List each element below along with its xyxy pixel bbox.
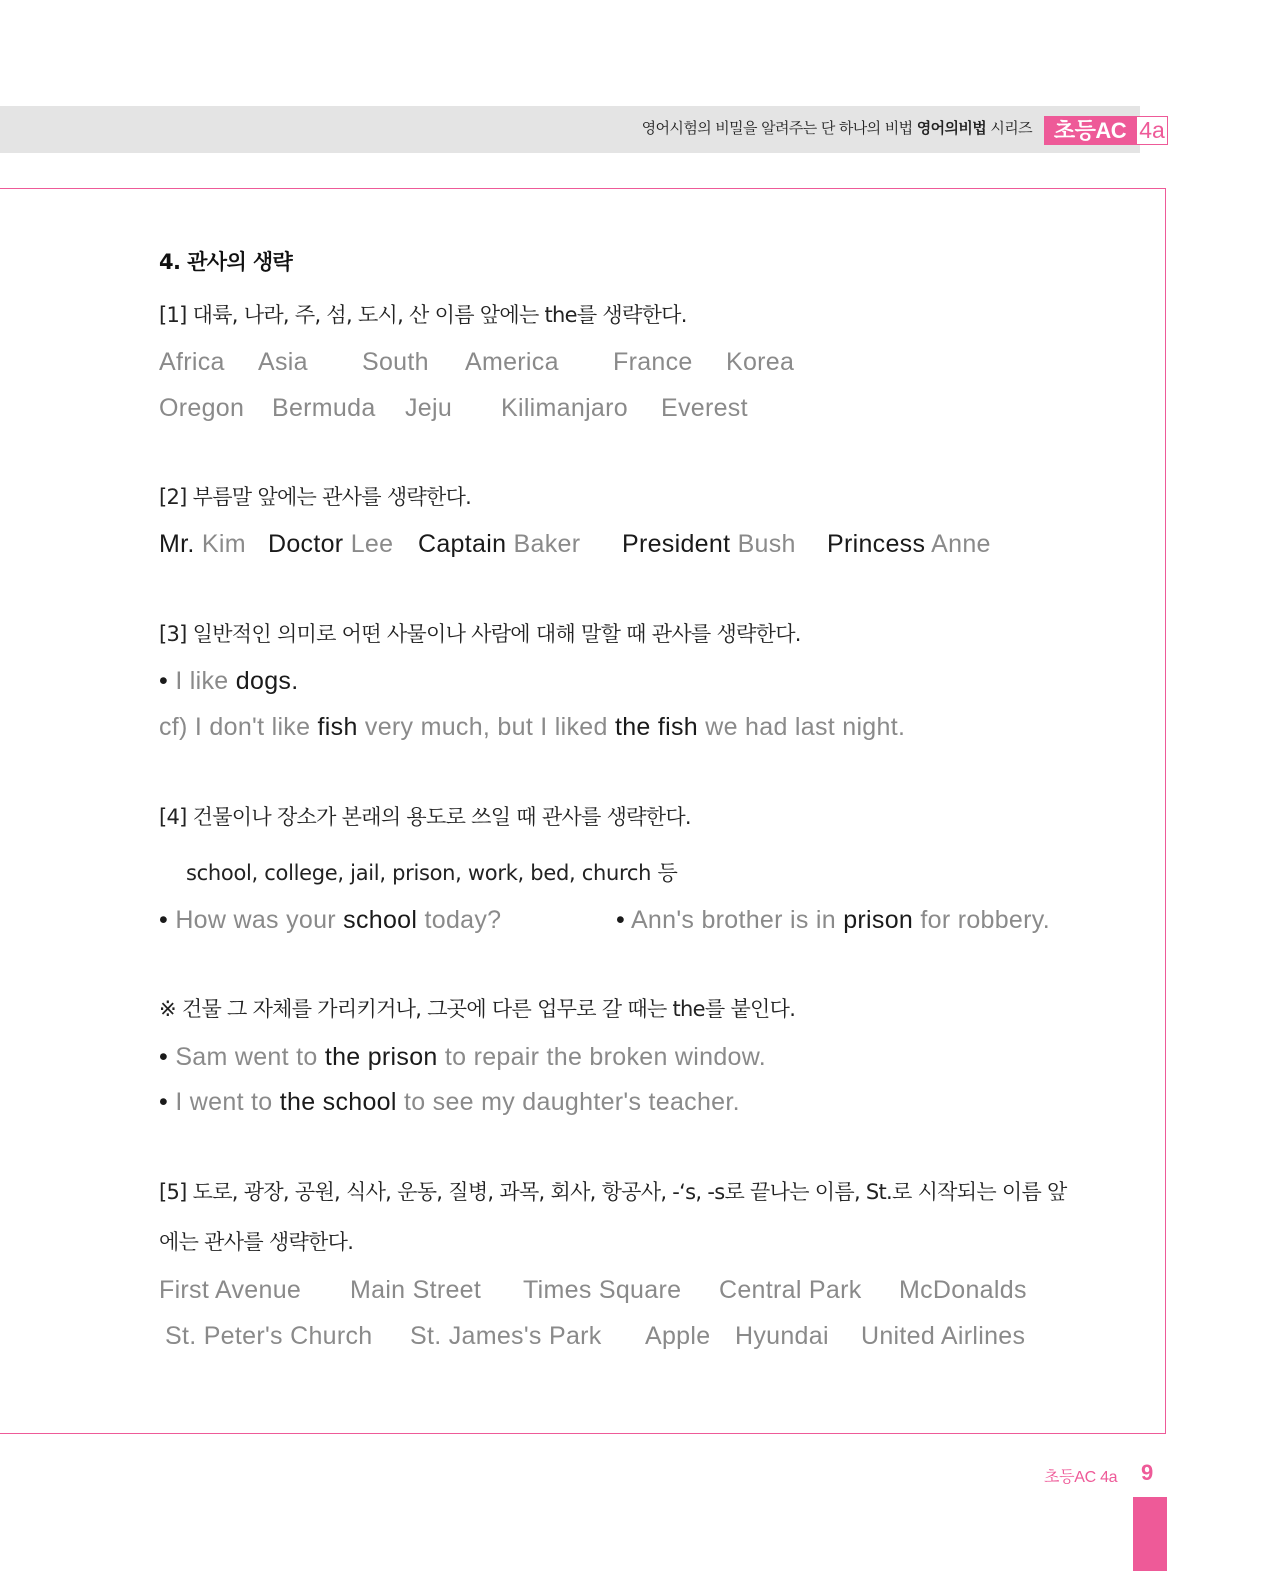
title-word: Captain [418,530,507,558]
name-word: Baker [513,530,581,558]
title-word: Doctor [268,530,344,558]
note-example-1: • Sam went to the prison to repair the broken window. [159,1043,766,1071]
name-word: Anne [931,530,991,558]
example-word: Apple [645,1322,711,1350]
rule-5-line-2: 에는 관사를 생략한다. [159,1230,354,1254]
example-word: France [613,348,693,376]
note-the-usage: ※ 건물 그 자체를 가리키거나, 그곳에 다른 업무로 갈 때는 the를 붙인다. [159,997,796,1021]
rule-4-word-list: school, college, jail, prison, work, bed, church 등 [186,861,678,885]
rule-3-cf-example: cf) I don't like fish very much, but I liked the fish we had last night. [159,713,906,741]
example-word: Bermuda [272,394,376,422]
title-word: Princess [827,530,926,558]
rule-4-example-2: • Ann's brother is in prison for robbery. [616,906,1050,934]
rule-3-example-1: • I like dogs. [159,667,299,695]
example-word: St. James's Park [410,1322,602,1350]
page-edge-tab [1133,1497,1167,1571]
page-number: 9 [1141,1460,1154,1485]
example-word: America [465,348,559,376]
footer-book-label: 초등AC 4a [1044,1469,1118,1486]
example-word: Korea [726,348,795,376]
rule-1: [1] 대륙, 나라, 주, 섬, 도시, 산 이름 앞에는 the를 생략한다. [159,303,687,327]
rule-2: [2] 부름말 앞에는 관사를 생략한다. [159,485,472,509]
rule-5-examples-row-1 [159,1276,1059,1308]
bullet: • [159,667,169,695]
example-word: Jeju [405,394,453,422]
grade-badge: 4a [1136,116,1168,145]
example-word: United Airlines [861,1322,1026,1350]
example-word: Oregon [159,394,245,422]
rule-4-example-1: • How was your school today? [159,906,502,934]
example-word: Everest [661,394,748,422]
series-tagline: 영어시험의 비밀을 알려주는 단 하나의 비법 영어의비법 시리즈 [641,119,1032,137]
series-name: 영어의비법 [916,119,987,137]
name-word: Lee [350,530,394,558]
example-word: Hyundai [735,1322,829,1350]
example-word: Asia [258,348,308,376]
rule-1-examples-row-1 [159,348,859,380]
rule-5-line-1: [5] 도로, 광장, 공원, 식사, 운동, 질병, 과목, 회사, 항공사, -‘s, -s로 끝나는 이름, St.로 시작되는 이름 앞 [159,1180,1067,1204]
title-word: President [622,530,731,558]
rule-3: [3] 일반적인 의미로 어떤 사물이나 사람에 대해 말할 때 관사를 생략한다. [159,622,801,646]
title-word: Mr. [159,530,195,558]
brand-badge: 초등AC [1044,116,1136,145]
section-title: 4. 관사의 생략 [159,250,293,274]
example-word: Africa [159,348,225,376]
rule-5-examples-row-2 [159,1322,1059,1354]
example-word: Central Park [719,1276,862,1304]
rule-4: [4] 건물이나 장소가 본래의 용도로 쓰일 때 관사를 생략한다. [159,805,691,829]
rule-2-examples [159,530,1019,562]
example-word: South [362,348,429,376]
example-word: First Avenue [159,1276,302,1304]
example-word: McDonalds [899,1276,1027,1304]
name-word: Kim [201,530,246,558]
example-word: Times Square [523,1276,682,1304]
example-word: Main Street [350,1276,482,1304]
note-example-2: • I went to the school to see my daughter's teacher. [159,1088,740,1116]
rule-1-examples-row-2 [159,394,859,426]
name-word: Bush [737,530,796,558]
example-word: Kilimanjaro [501,394,628,422]
example-word: St. Peter's Church [165,1322,373,1350]
